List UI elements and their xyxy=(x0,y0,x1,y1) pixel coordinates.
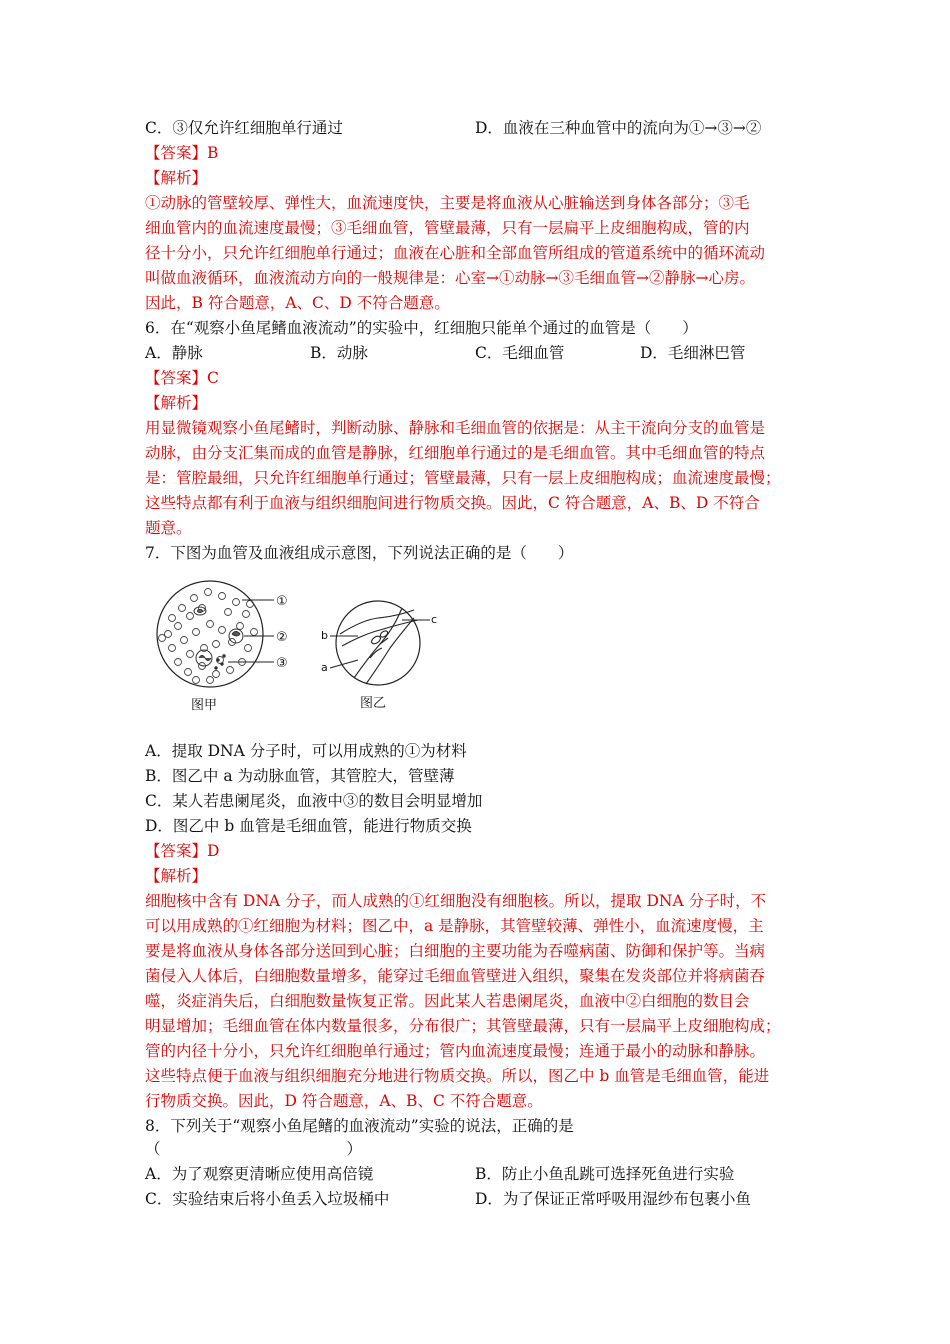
q7-option-a: A．提取 DNA 分子时，可以用成熟的①为材料 xyxy=(145,742,467,760)
q7-analysis-line: 这些特点便于血液与组织细胞充分地进行物质交换。所以，图乙中 b 血管是毛细血管，能进 xyxy=(145,1067,770,1085)
fig-a-label-1: ① xyxy=(276,594,288,609)
fig-b-caption: 图乙 xyxy=(360,696,387,711)
q6-answer: 【答案】C xyxy=(145,369,219,387)
q5-options-row xyxy=(145,118,815,138)
q7-analysis-label: 【解析】 xyxy=(145,867,208,885)
q6-analysis-line: 是：管腔最细，只允许红细胞单行通过；管壁最薄，只有一层上皮细胞构成；血流速度最慢； xyxy=(145,469,781,487)
q7-analysis-line: 行物质交换。因此，D 符合题意，A、B、C 不符合题意。 xyxy=(145,1092,543,1110)
figure-blood-vessels xyxy=(318,598,442,690)
fig-b-label-c: c xyxy=(431,613,438,626)
q7-analysis-line: 可以用成熟的①红细胞为材料；图乙中，a 是静脉，其管壁较薄、弹性小，血流速度慢，主 xyxy=(145,917,764,935)
q7-analysis-line: 菌侵入人体后，白细胞数量增多，能穿过毛细血管壁进入组织，聚集在发炎部位并将病菌吞 xyxy=(145,967,766,985)
q5-analysis-line: 叫做血液循环，血液流动方向的一般规律是：心室→①动脉→③毛细血管→②静脉→心房。 xyxy=(145,269,755,287)
q5-analysis-line: 径十分小，只允许红细胞单行通过；血液在心脏和全部血管所组成的管道系统中的循环流动 xyxy=(145,244,766,262)
q6-option-d: D．毛细淋巴管 xyxy=(640,344,746,362)
q8-option-a: A．为了观察更清晰应使用高倍镜 xyxy=(145,1165,374,1183)
q8-answer-paren: （ ） xyxy=(145,1140,363,1158)
q6-stem: 6．在“观察小鱼尾鳍血液流动”的实验中，红细胞只能单个通过的血管是（ ） xyxy=(145,319,698,337)
fig-a-label-2: ② xyxy=(276,630,288,645)
q8-option-b: B．防止小鱼乱跳可选择死鱼进行实验 xyxy=(475,1165,735,1183)
fig-a-caption: 图甲 xyxy=(191,698,218,713)
q7-option-c: C．某人若患阑尾炎，血液中③的数目会明显增加 xyxy=(145,792,483,810)
q5-option-d: D．血液在三种血管中的流向为①→③→② xyxy=(475,119,762,137)
figure-blood-smear xyxy=(150,578,310,690)
fig-b-label-a: a xyxy=(321,661,328,674)
q5-analysis-line: ①动脉的管壁较厚、弹性大，血流速度快，主要是将血液从心脏输送到身体各部分；③毛 xyxy=(145,194,750,212)
q7-option-d: D．图乙中 b 血管是毛细血管，能进行物质交换 xyxy=(145,817,472,835)
q7-analysis-line: 要是将血液从身体各部分送回到心脏；白细胞的主要功能为吞噬病菌、防御和保护等。当病 xyxy=(145,942,766,960)
q5-answer: 【答案】B xyxy=(145,144,219,162)
q7-answer: 【答案】D xyxy=(145,842,220,860)
fig-b-label-b: b xyxy=(321,629,328,642)
fig-a-label-3: ③ xyxy=(276,656,288,671)
q8-stem: 8．下列关于“观察小鱼尾鳍的血液流动”实验的说法，正确的是 xyxy=(145,1117,574,1135)
q6-analysis-line: 用显微镜观察小鱼尾鳍时，判断动脉、静脉和毛细血管的依据是：从主干流向分支的血管是 xyxy=(145,419,766,437)
q7-stem: 7．下图为血管及血液组成示意图，下列说法正确的是（ ） xyxy=(145,544,574,562)
q6-analysis-label: 【解析】 xyxy=(145,394,208,412)
q5-analysis-line: 细血管内的血流速度最慢；③毛细血管，管壁最薄，只有一层扁平上皮细胞构成，管的内 xyxy=(145,219,750,237)
q6-option-b: B．动脉 xyxy=(310,344,368,362)
q8-option-d: D．为了保证正常呼吸用湿纱布包裹小鱼 xyxy=(475,1190,751,1208)
q7-analysis-line: 管的内径十分小，只允许红细胞单行通过；管内血流速度最慢；连通于最小的动脉和静脉。 xyxy=(145,1042,766,1060)
q7-analysis-line: 细胞核中含有 DNA 分子，而人成熟的①红细胞没有细胞核。所以，提取 DNA 分子时，不 xyxy=(145,892,767,910)
q6-analysis-line: 动脉，由分支汇集而成的血管是静脉，红细胞单行通过的是毛细血管。其中毛细血管的特点 xyxy=(145,444,766,462)
q5-option-c: C．③仅允许红细胞单行通过 xyxy=(145,119,343,137)
q7-option-b: B．图乙中 a 为动脉血管，其管腔大，管壁薄 xyxy=(145,767,455,785)
q7-analysis-line: 噬，炎症消失后，白细胞数量恢复正常。因此某人若患阑尾炎，血液中②白细胞的数目会 xyxy=(145,992,750,1010)
q6-option-c: C．毛细血管 xyxy=(475,344,565,362)
q5-analysis-line: 因此，B 符合题意，A、C、D 不符合题意。 xyxy=(145,294,450,312)
q7-analysis-line: 明显增加；毛细血管在体内数量很多，分布很广；其管壁最薄，只有一层扁平上皮细胞构成； xyxy=(145,1017,781,1035)
q6-option-a: A．静脉 xyxy=(145,344,203,362)
q6-analysis-line: 题意。 xyxy=(145,519,192,537)
q8-option-c: C．实验结束后将小鱼丢入垃圾桶中 xyxy=(145,1190,390,1208)
q6-analysis-line: 这些特点都有利于血液与组织细胞间进行物质交换。因此，C 符合题意，A、B、D 不符合 xyxy=(145,494,760,512)
q5-analysis-label: 【解析】 xyxy=(145,169,208,187)
